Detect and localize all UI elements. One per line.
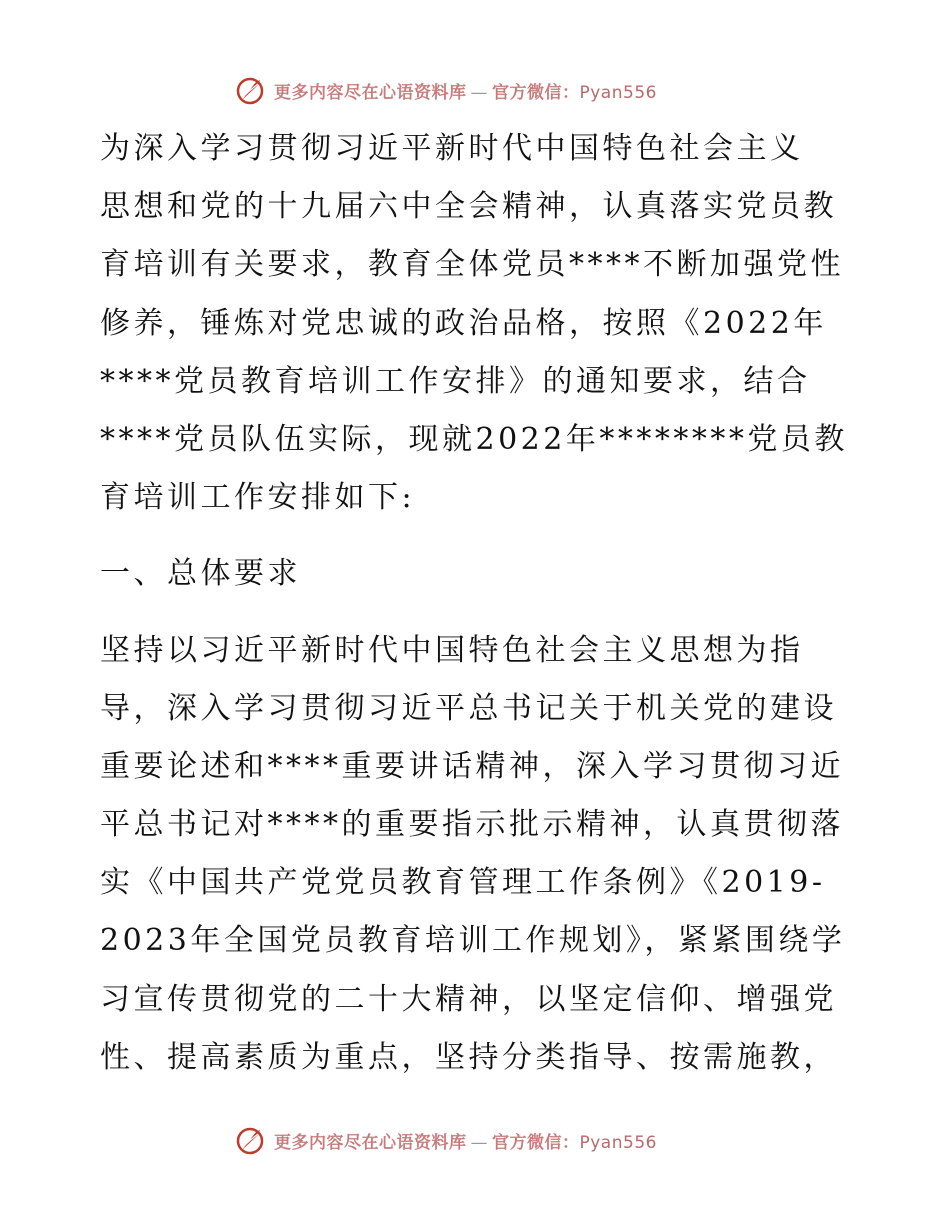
text-line: 习宣传贯彻党的二十大精神，以坚定信仰、增强党 <box>100 981 837 1017</box>
text-line: 2023年全国党员教育培训工作规划》，紧紧围绕学 <box>100 923 846 959</box>
paragraph <box>100 120 860 527</box>
quill-logo-icon <box>234 74 268 106</box>
text-line: 育培训有关要求，教育全体党员****不断加强党性 <box>100 247 844 283</box>
text-line: 修养，锤炼对党忠诚的政治品格，按照《2022年 <box>100 305 827 341</box>
text-line: ****党员队伍实际，现就2022年********党员教 <box>100 421 848 457</box>
watermark-banner-top <box>234 74 714 106</box>
text-line: 导，深入学习贯彻习近平总书记关于机关党的建设 <box>100 690 837 726</box>
watermark-text <box>274 78 657 103</box>
watermark-separator: — <box>470 82 488 103</box>
text-line: ****党员教育培训工作安排》的通知要求，结合 <box>100 363 811 399</box>
watermark-account-id: Pyan556 <box>579 82 657 103</box>
text-line: 思想和党的十九届六中全会精神，认真落实党员教 <box>100 189 837 225</box>
paragraph-gap <box>100 527 860 545</box>
text-line: 坚持以习近平新时代中国特色社会主义思想为指 <box>100 632 804 668</box>
watermark-title: 更多内容尽在心语资料库 <box>274 82 467 103</box>
text-line: 育培训工作安排如下: <box>100 480 416 516</box>
text-line: 一、总体要求 <box>100 556 301 592</box>
watermark-account-label: 官方微信： <box>492 1132 580 1153</box>
text-line: 性、提高素质为重点，坚持分类指导、按需施教， <box>100 1039 837 1075</box>
watermark-separator: — <box>470 1132 488 1153</box>
text-line: 平总书记对****的重要指示批示精神，认真贯彻落 <box>100 807 844 843</box>
watermark-banner-bottom <box>234 1124 714 1156</box>
watermark-account-id: Pyan556 <box>579 1132 657 1153</box>
watermark-title: 更多内容尽在心语资料库 <box>274 1132 467 1153</box>
text-line: 实《中国共产党党员教育管理工作条例》《2019- <box>100 865 826 901</box>
watermark-account-label: 官方微信： <box>492 82 580 103</box>
text-line: 为深入学习贯彻习近平新时代中国特色社会主义 <box>100 131 804 166</box>
text-line: 重要论述和****重要讲话精神，深入学习贯彻习近 <box>100 748 844 784</box>
watermark-text <box>274 1128 657 1153</box>
paragraph-gap <box>100 604 860 622</box>
quill-logo-icon <box>234 1124 268 1156</box>
paragraph <box>100 622 860 1088</box>
document-body <box>100 120 860 1087</box>
paragraph <box>100 545 860 603</box>
